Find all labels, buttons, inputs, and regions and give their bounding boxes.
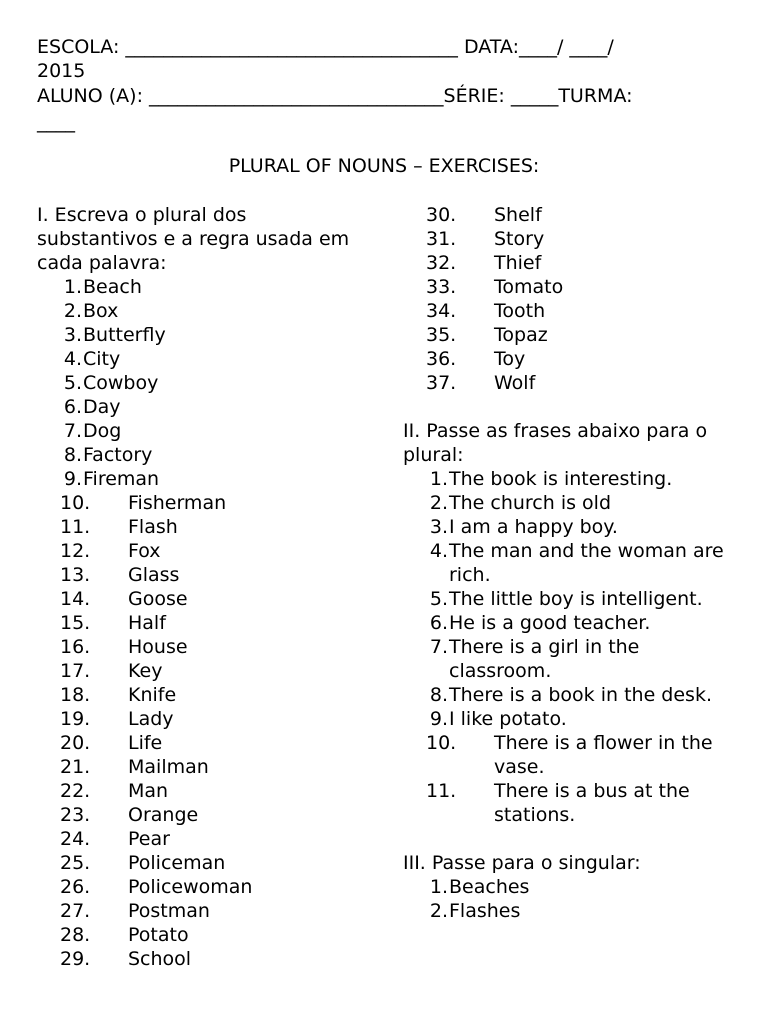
list-item [37, 443, 367, 467]
list-item-text: Flashes [449, 900, 521, 922]
list-item-text: Beach [83, 276, 142, 298]
list-item-number: 25. [60, 852, 91, 874]
list-item-number: 37. [426, 372, 457, 394]
list-item-text: Tooth [494, 300, 546, 322]
list-item-number: 2. [429, 492, 448, 514]
list-item [37, 299, 367, 323]
list-item-text: Postman [128, 900, 210, 922]
list-item-number: 4. [63, 348, 82, 370]
list-item-text: Thief [494, 252, 542, 274]
list-item-text: Factory [83, 444, 153, 466]
list-item-number: 2. [63, 300, 82, 322]
list-item-text: Man [128, 780, 169, 802]
list-item [403, 467, 748, 491]
list-item-number: 30. [426, 204, 457, 226]
list-item-number: 13. [60, 564, 91, 586]
list-item-text: House [128, 636, 188, 658]
list-item-text: Flash [128, 516, 178, 538]
list-item [37, 875, 367, 899]
list-item-text: Cowboy [83, 372, 159, 394]
list-item-number: 1. [429, 468, 448, 490]
list-item [37, 659, 367, 683]
list-item-text: He is a good teacher. [449, 612, 651, 634]
list-item-number: 15. [60, 612, 91, 634]
list-item [37, 419, 367, 443]
list-item [37, 539, 367, 563]
list-item-text: The church is old [449, 492, 612, 514]
list-item [403, 491, 748, 515]
section2-instruction: II. Passe as frases abaixo para o plural: [403, 420, 708, 466]
list-item [403, 683, 748, 707]
list-item-number: 5. [63, 372, 82, 394]
list-item-text: Dog [83, 420, 122, 442]
list-item-text: There is a girl in the classroom. [449, 636, 640, 682]
list-item [403, 515, 748, 539]
list-item-number: 8. [63, 444, 82, 466]
list-item-number: 31. [426, 228, 457, 250]
list-item [403, 611, 748, 635]
list-item-number: 22. [60, 780, 91, 802]
list-item [37, 491, 367, 515]
section3-list [403, 875, 748, 923]
list-item-text: Glass [128, 564, 180, 586]
list-item-number: 1. [63, 276, 82, 298]
list-item [403, 371, 748, 395]
list-item [37, 755, 367, 779]
list-item [37, 347, 367, 371]
list-item-number: 36. [426, 348, 457, 370]
list-item-number: 8. [429, 684, 448, 706]
list-item-number: 23. [60, 804, 91, 826]
list-item-number: 11. [60, 516, 91, 538]
list-item-text: Box [83, 300, 119, 322]
list-item-text: I am a happy boy. [449, 516, 618, 538]
list-item-number: 11. [426, 780, 457, 802]
list-item [37, 947, 367, 971]
list-item [37, 563, 367, 587]
list-item-number: 7. [429, 636, 448, 658]
list-item [403, 347, 748, 371]
list-item-text: The man and the woman are rich. [449, 540, 724, 586]
list-item [403, 203, 748, 227]
list-item-text: Half [128, 612, 166, 634]
list-item [403, 275, 748, 299]
list-item [403, 875, 748, 899]
section1-list [37, 275, 367, 971]
list-item-text: Potato [128, 924, 189, 946]
list-item-text: School [128, 948, 192, 970]
header-school-date-line: ESCOLA: ___________________________________ DATA:____/ ____/ [37, 36, 614, 58]
list-item-number: 12. [60, 540, 91, 562]
section1-instruction: I. Escreva o plural dos substantivos e a regra usada em cada palavra: [37, 204, 350, 274]
list-item-number: 32. [426, 252, 457, 274]
list-item [37, 395, 367, 419]
right-column [403, 203, 748, 923]
list-item-number: 14. [60, 588, 91, 610]
list-item-text: Day [83, 396, 121, 418]
list-item [37, 707, 367, 731]
list-item-text: Toy [494, 348, 526, 370]
list-item [403, 707, 748, 731]
list-item [37, 611, 367, 635]
list-item-text: Butterfly [83, 324, 166, 346]
header-student-grade-class-line: ALUNO (A): _______________________________SÉRIE: _____TURMA: [37, 85, 633, 107]
list-item [37, 731, 367, 755]
list-item-text: There is a bus at the stations. [494, 780, 690, 826]
list-item [403, 323, 748, 347]
list-item-text: Key [128, 660, 163, 682]
list-item [403, 635, 748, 683]
list-item-text: Wolf [494, 372, 536, 394]
list-item-text: Topaz [494, 324, 548, 346]
list-item-number: 28. [60, 924, 91, 946]
spacer [403, 395, 748, 419]
list-item [37, 923, 367, 947]
list-item-text: Tomato [494, 276, 564, 298]
list-item-text: There is a flower in the vase. [494, 732, 713, 778]
list-item-number: 16. [60, 636, 91, 658]
list-item-number: 21. [60, 756, 91, 778]
list-item [403, 731, 748, 779]
list-item-number: 10. [426, 732, 457, 754]
section2-list [403, 467, 748, 827]
list-item [403, 539, 748, 587]
list-item [37, 587, 367, 611]
list-item [37, 467, 367, 491]
list-item-number: 9. [63, 468, 82, 490]
list-item-text: Beaches [449, 876, 530, 898]
list-item-text: Fisherman [128, 492, 227, 514]
list-item [403, 899, 748, 923]
list-item-number: 3. [63, 324, 82, 346]
list-item-number: 33. [426, 276, 457, 298]
list-item-number: 27. [60, 900, 91, 922]
list-item-text: City [83, 348, 121, 370]
list-item [37, 635, 367, 659]
list-item-text: Fireman [83, 468, 160, 490]
list-item-number: 29. [60, 948, 91, 970]
list-item-text: I like potato. [449, 708, 567, 730]
list-item [403, 779, 748, 827]
list-item [37, 851, 367, 875]
list-item [37, 275, 367, 299]
list-item-text: The little boy is intelligent. [449, 588, 703, 610]
page-title: PLURAL OF NOUNS – EXERCISES: [228, 155, 540, 177]
list-item-number: 18. [60, 684, 91, 706]
list-item [37, 515, 367, 539]
list-item-text: Mailman [128, 756, 209, 778]
list-item-number: 6. [63, 396, 82, 418]
list-item-number: 34. [426, 300, 457, 322]
list-item [403, 251, 748, 275]
list-item-text: Lady [128, 708, 174, 730]
list-item-number: 6. [429, 612, 448, 634]
list-item-text: Story [494, 228, 545, 250]
list-item-text: Orange [128, 804, 199, 826]
list-item-text: Shelf [494, 204, 542, 226]
list-item-text: Life [128, 732, 163, 754]
list-item [403, 587, 748, 611]
list-item [37, 827, 367, 851]
list-item-number: 9. [429, 708, 448, 730]
list-item-number: 4. [429, 540, 448, 562]
list-item-text: The book is interesting. [449, 468, 673, 490]
header-year: 2015 [37, 60, 86, 82]
section1-list-continued [403, 203, 748, 395]
left-column [37, 203, 367, 971]
list-item-text: There is a book in the desk. [449, 684, 712, 706]
list-item-number: 35. [426, 324, 457, 346]
list-item-text: Pear [128, 828, 170, 850]
list-item [37, 323, 367, 347]
section3-instruction: III. Passe para o singular: [403, 852, 641, 874]
list-item [37, 803, 367, 827]
list-item-number: 2. [429, 900, 448, 922]
spacer [403, 827, 748, 851]
list-item-number: 10. [60, 492, 91, 514]
list-item-number: 7. [63, 420, 82, 442]
list-item-text: Policewoman [128, 876, 253, 898]
list-item [37, 779, 367, 803]
list-item-number: 26. [60, 876, 91, 898]
list-item-text: Policeman [128, 852, 226, 874]
list-item-number: 20. [60, 732, 91, 754]
list-item-text: Knife [128, 684, 177, 706]
list-item [37, 371, 367, 395]
list-item [403, 299, 748, 323]
list-item-number: 1. [429, 876, 448, 898]
list-item-text: Fox [128, 540, 161, 562]
list-item-number: 24. [60, 828, 91, 850]
list-item-number: 5. [429, 588, 448, 610]
header-class-blank: ____ [37, 111, 75, 133]
list-item-number: 17. [60, 660, 91, 682]
list-item-text: Goose [128, 588, 188, 610]
list-item [37, 683, 367, 707]
list-item [403, 227, 748, 251]
list-item-number: 3. [429, 516, 448, 538]
list-item-number: 19. [60, 708, 91, 730]
list-item [37, 899, 367, 923]
